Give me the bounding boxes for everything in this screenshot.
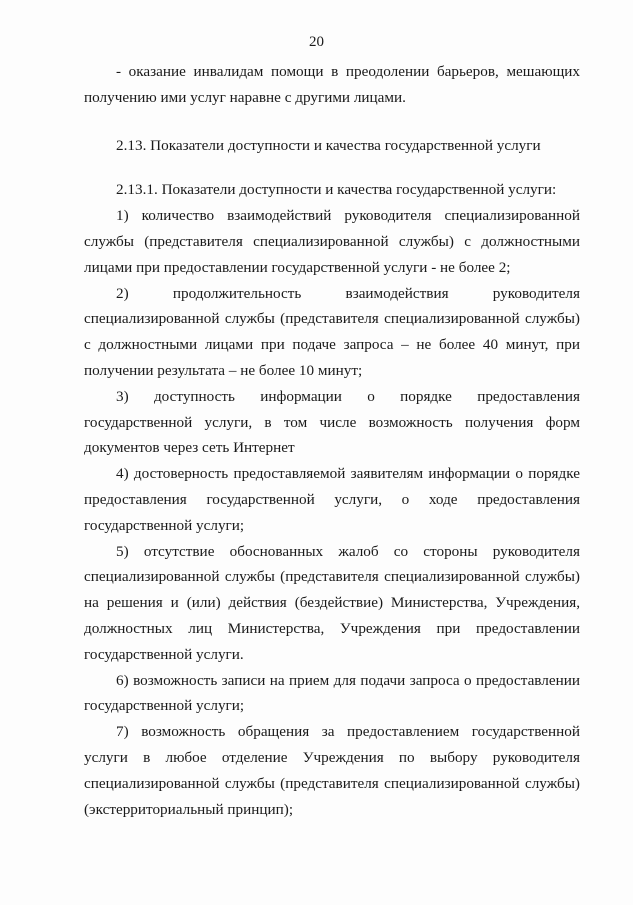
list-item-2: 2) продолжительность взаимодействия руководителя специализированной службы (представителя специализированной службы) с должностными лицами при подаче запроса – не более 40 минут, при получении результата – не более 10 минут;: [84, 284, 580, 379]
document-body: [84, 59, 580, 822]
subsection-heading: 2.13.1. Показатели доступности и качества государственной услуги:: [116, 181, 557, 199]
list-item-6: 6) возможность записи на прием для подачи запроса о предоставлении государственной услуги;: [84, 671, 580, 715]
spacer: [84, 111, 580, 133]
list-item-7: 7) возможность обращения за предоставлением государственной услуги в любое отделение Учреждения по выбору руководителя специализированной службы (представителя специализированной службы) (экстерриториальный принцип);: [84, 723, 580, 818]
list-item-5: 5) отсутствие обоснованных жалоб со стороны руководителя специализированной службы (представителя специализированной службы) на решения и (или) действия (бездействие) Министерства, Учреждения, должностных лиц Министерства, Учреждения при предоставлении государственной услуги.: [84, 542, 580, 663]
section-heading: 2.13. Показатели доступности и качества государственной услуги: [116, 136, 541, 154]
list-item-3: 3) доступность информации о порядке предоставления государственной услуги, в том числе возможность получения форм документов через сеть Интернет: [84, 387, 580, 457]
paragraph-assistance: - оказание инвалидам помощи в преодолении барьеров, мешающих получению ими услуг наравне с другими лицами.: [84, 63, 580, 106]
page-number: 20: [309, 34, 324, 50]
spacer: [84, 158, 580, 177]
list-item-1: 1) количество взаимодействий руководителя специализированной службы (представителя специализированной службы) с должностными лицами при предоставлении государственной услуги - не более 2;: [84, 207, 580, 276]
list-item-4: 4) достоверность предоставляемой заявителям информации о порядке предоставления государственной услуги, о ходе предоставления государственной услуги;: [84, 465, 580, 534]
